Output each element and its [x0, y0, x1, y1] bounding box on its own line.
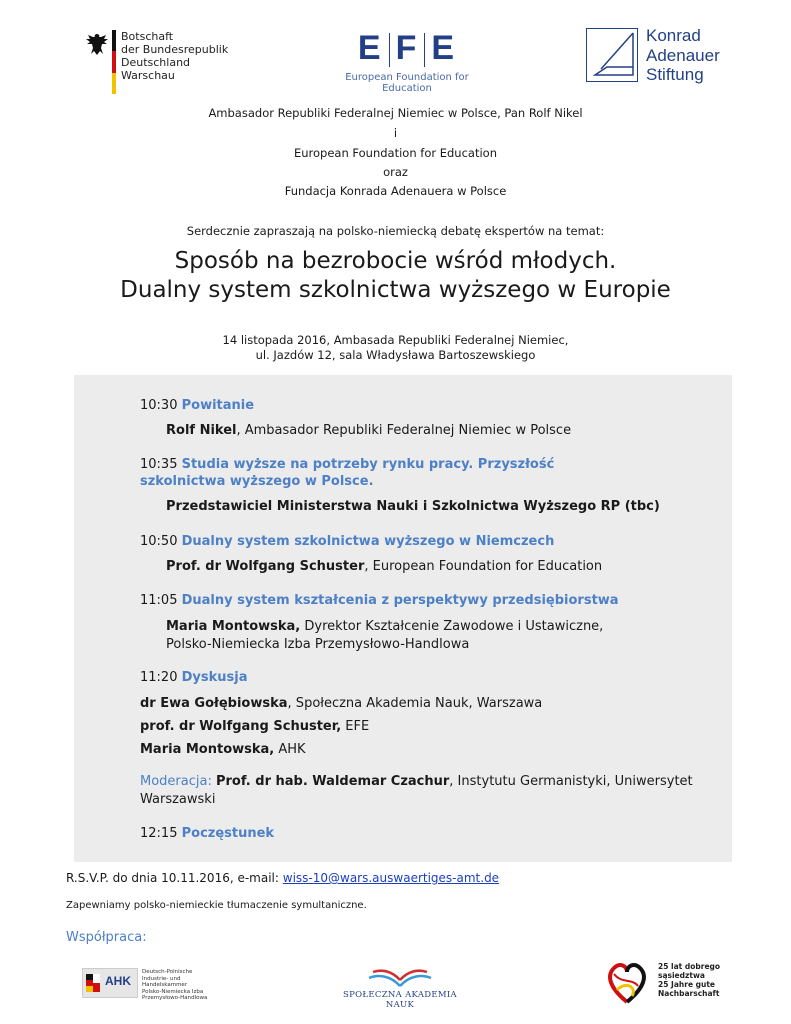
- agenda-item-dual-germany: [140, 533, 554, 550]
- agenda-speaker: Prof. dr Wolfgang Schuster, European Foundation for Education: [166, 559, 603, 574]
- agenda-topic: Dyskusja: [181, 670, 248, 685]
- rsvp-line: R.S.V.P. do dnia 10.11.2016, e-mail: wiss-10@wars.auswaertiges-amt.de: [66, 871, 500, 885]
- agenda-item-reception: [140, 825, 274, 842]
- agenda-topic: Dualny system kształcenia z perspektywy przedsiębiorstwa: [181, 593, 619, 608]
- agenda-time: 10:50: [140, 534, 178, 549]
- translation-note: Zapewniamy polsko-niemieckie tłumaczenie symultaniczne.: [66, 900, 367, 911]
- agenda-item-discussion: [140, 669, 247, 686]
- federal-eagle-icon: [84, 32, 110, 58]
- san-logo: [330, 960, 470, 1010]
- host-line-5: Fundacja Konrada Adenauera w Polsce: [284, 184, 507, 198]
- ribbon-heart-icon: [602, 958, 652, 1006]
- panelist: prof. dr Wolfgang Schuster, EFE: [140, 719, 370, 734]
- ahk-logo: [82, 968, 222, 1001]
- agenda-item-welcome: [140, 397, 254, 414]
- kas-name: Konrad Adenauer Stiftung: [646, 26, 720, 84]
- de-pl-flag-icon: [86, 974, 100, 992]
- venue-line-1: 14 listopada 2016, Ambasada Republiki Federalnej Niemiec,: [222, 333, 569, 347]
- agenda-topic: Dualny system szkolnictwa wyższego w Niemczech: [181, 534, 555, 549]
- ahk-badge: AHK: [82, 968, 138, 998]
- rsvp-email-link[interactable]: wiss-10@wars.auswaertiges-amt.de: [282, 871, 500, 885]
- event-title-line-2: Dualny system szkolnictwa wyższego w Europie: [120, 277, 671, 303]
- german-flag-bar: [112, 30, 116, 94]
- efe-logo: [332, 28, 482, 94]
- agenda-topic: Studia wyższe na potrzeby rynku pracy. Przyszłość: [181, 457, 555, 472]
- embassy-logo: [84, 30, 284, 96]
- agenda-time: 10:30: [140, 398, 178, 413]
- agenda-time: 12:15: [140, 826, 178, 841]
- panelist: Maria Montowska, AHK: [140, 742, 306, 757]
- open-book-icon: [365, 960, 435, 988]
- agenda-topic: Powitanie: [181, 398, 255, 413]
- agenda-time: 10:35: [140, 457, 178, 472]
- agenda-topic-cont: szkolnictwa wyższego w Polsce.: [140, 474, 374, 489]
- invitation-text: Serdecznie zapraszają na polsko-niemiecką debatę ekspertów na temat:: [186, 224, 605, 238]
- efe-caption: European Foundation for Education: [345, 72, 469, 94]
- efe-wordmark: E F E: [357, 29, 457, 67]
- agenda-time: 11:05: [140, 593, 178, 608]
- venue-line-2: ul. Jazdów 12, sala Władysława Bartoszewskiego: [255, 348, 536, 362]
- host-line-2: i: [393, 126, 398, 140]
- moderation-label: Moderacja:: [140, 774, 212, 789]
- panelist: dr Ewa Gołębiowska, Społeczna Akademia Nauk, Warszawa: [140, 696, 543, 711]
- agenda-item-higher-education: [140, 456, 554, 490]
- agenda-speaker: Maria Montowska, Dyrektor Kształcenie Zawodowe i Ustawiczne, Polsko-Niemiecka Izba Przemysłowo-Handlowa: [166, 619, 604, 652]
- agenda-speaker: Rolf Nikel, Ambasador Republiki Federalnej Niemiec w Polsce: [166, 423, 572, 438]
- embassy-name: Botschaft der Bundesrepublik Deutschland Warschau: [121, 30, 229, 82]
- agenda-speaker: Przedstawiciel Ministerstwa Nauki i Szkolnictwa Wyższego RP (tbc): [166, 499, 660, 514]
- kas-emblem-icon: [586, 28, 638, 82]
- agenda-topic: Poczęstunek: [181, 826, 275, 841]
- kas-logo: [586, 28, 736, 86]
- host-line-3: European Foundation for Education: [293, 146, 497, 160]
- san-name: SPOŁECZNA AKADEMIA NAUK: [343, 990, 457, 1010]
- ahk-name: Deutsch-Polnische Industrie- und Handelskammer Polsko-Niemiecka Izba Przemysłowo-Handlowa: [142, 969, 208, 1001]
- cooperation-label: Współpraca:: [66, 930, 147, 945]
- event-title-line-1: Sposób na bezrobocie wśród młodych.: [174, 248, 617, 274]
- agenda-time: 11:20: [140, 670, 178, 685]
- anniversary-text: 25 lat dobrego sąsiedztwa 25 Jahre gute Nachbarschaft: [658, 962, 721, 998]
- host-line-4: oraz: [383, 165, 408, 179]
- host-line-1: Ambasador Republiki Federalnej Niemiec w Polsce, Pan Rolf Nikel: [208, 106, 583, 120]
- anniversary-logo: [602, 958, 722, 1006]
- moderation: Moderacja: Prof. dr hab. Waldemar Czachur, Instytutu Germanistyki, Uniwersytet Warszawski: [140, 774, 693, 807]
- agenda-item-business: [140, 592, 619, 609]
